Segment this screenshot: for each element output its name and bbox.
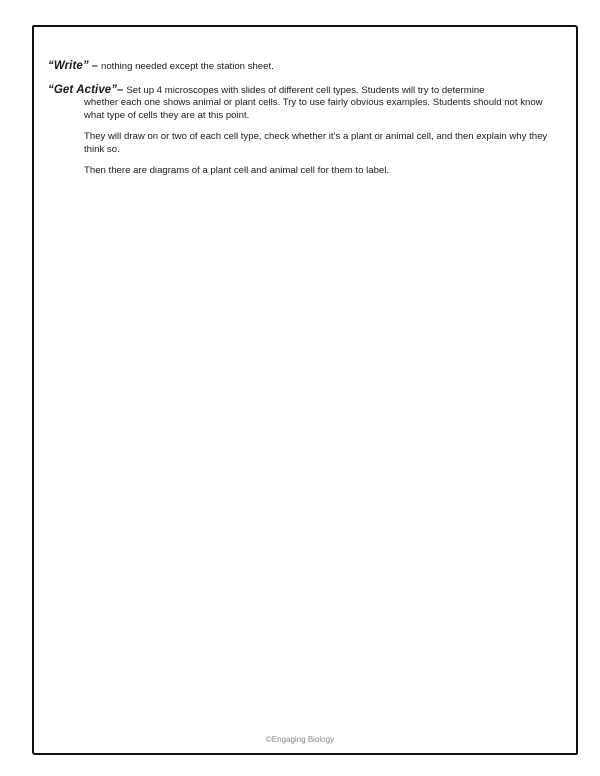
write-label: “Write” (48, 60, 89, 72)
copyright-footer: ©Engaging Biology (265, 735, 335, 744)
get-active-dash: – (117, 84, 127, 96)
get-active-label: “Get Active” (48, 84, 118, 96)
write-text: nothing needed except the station sheet. (100, 61, 274, 72)
get-active-heading-line (48, 84, 558, 97)
get-active-body (48, 97, 554, 177)
get-active-continuation: whether each one shows animal or plant cells. Try to use fairly obvious examples. Students should not know what type of cells they are at this point. (84, 97, 543, 121)
get-active-first-line: Set up 4 microscopes with slides of different cell types. Students will try to determine (126, 85, 485, 96)
write-section (48, 60, 548, 73)
get-active-paragraph: They will draw on or two of each cell type, check whether it’s a plant or animal cell, and then explain why they think so. (84, 131, 548, 155)
get-active-section (48, 84, 558, 177)
get-active-paragraph: Then there are diagrams of a plant cell and animal cell for them to label. (84, 165, 390, 177)
write-dash: – (88, 60, 101, 72)
